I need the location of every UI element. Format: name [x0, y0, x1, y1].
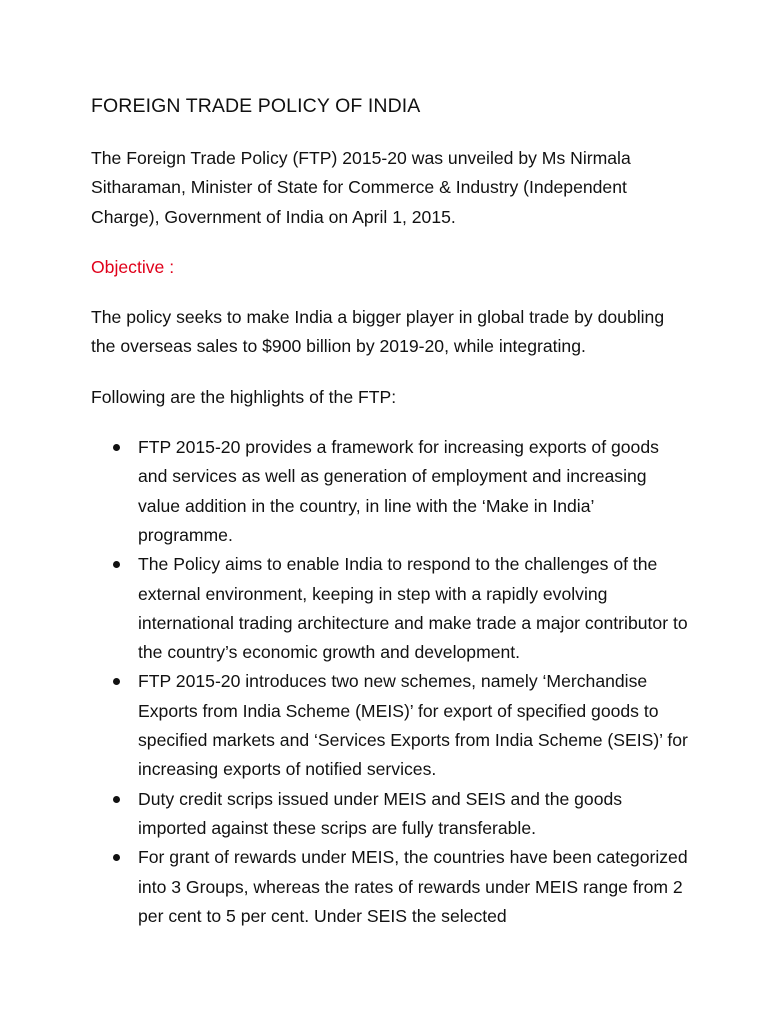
highlight-text: FTP 2015-20 provides a framework for increasing exports of goods and services as well as generation of employment and increasing value addition in the country, in line with the ‘Make in India’ programme.	[138, 437, 659, 545]
highlight-item	[91, 667, 691, 784]
intro-paragraph: The Foreign Trade Policy (FTP) 2015-20 was unveiled by Ms Nirmala Sitharaman, Minister of State for Commerce & Industry (Independent Charge), Government of India on April 1, 2015.	[91, 148, 631, 227]
bullet-icon	[113, 854, 120, 861]
bullet-icon	[113, 444, 120, 451]
highlight-item	[91, 550, 691, 667]
objective-heading: Objective :	[91, 256, 175, 277]
highlight-item	[91, 785, 691, 844]
highlight-item	[91, 433, 691, 550]
highlights-list	[91, 433, 691, 931]
objective-paragraph: The policy seeks to make India a bigger player in global trade by doubling the overseas sales to $900 billion by 2019-20, while integrating.	[91, 307, 665, 357]
highlight-text: Duty credit scrips issued under MEIS and SEIS and the goods imported against these scrips are fully transferable.	[138, 788, 623, 838]
bullet-icon	[113, 796, 120, 803]
document-title: FOREIGN TRADE POLICY OF INDIA	[91, 95, 421, 117]
highlight-text: FTP 2015-20 introduces two new schemes, namely ‘Merchandise Exports from India Scheme (MEIS)’ for export of specified goods to specified markets and ‘Services Exports from India Scheme (SEIS)’ for increasing exports of notified services.	[138, 671, 688, 780]
highlights-intro: Following are the highlights of the FTP:	[91, 386, 397, 407]
highlight-item	[91, 843, 691, 931]
document-body	[91, 92, 691, 931]
highlight-text: The Policy aims to enable India to respond to the challenges of the external environment, keeping in step with a rapidly evolving international trading architecture and make trade a major contributor to the country’s economic growth and development.	[138, 554, 688, 663]
highlight-text: For grant of rewards under MEIS, the countries have been categorized into 3 Groups, whereas the rates of rewards under MEIS range from 2 per cent to 5 per cent. Under SEIS the selected	[138, 847, 688, 926]
bullet-icon	[113, 561, 120, 568]
bullet-icon	[113, 678, 120, 685]
